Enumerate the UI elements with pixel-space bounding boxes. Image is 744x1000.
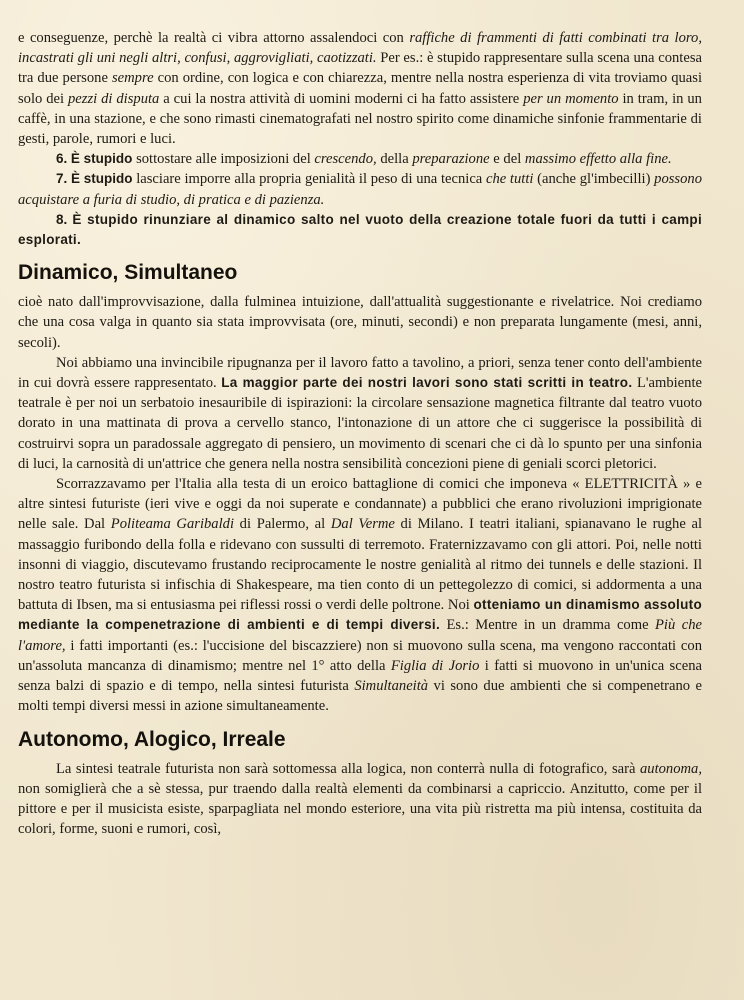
text-run: Scorrazzavamo per l'Italia alla testa di un eroico battaglione di comici che imponeva « ELETTRICITÀ » e altre sintesi futuriste (ieri vive e oggi da noi superate e condannate) a pubblici che erano rivoluzioni imprigionate nelle sale. Dal bbox=[18, 476, 702, 533]
text-run: e del bbox=[489, 151, 525, 168]
emphasis: massimo effetto alla fine. bbox=[524, 151, 672, 168]
emphasis: Più che l'amore, bbox=[18, 617, 702, 654]
emphasis: Simultaneità bbox=[354, 678, 429, 695]
text-run: i fatti si muovono in un'unica scena senza balzi di spazio e di tempo, nella sintesi futurista bbox=[18, 657, 702, 695]
emphasis: crescendo, bbox=[314, 151, 377, 168]
section1-paragraph-3 bbox=[18, 474, 702, 716]
section2-paragraph-1 bbox=[18, 759, 702, 840]
text-run: Es.: Mentre in un dramma come bbox=[440, 617, 656, 634]
bold-run: La maggior parte dei nostri lavori sono stati scritti in teatro. bbox=[221, 375, 633, 391]
intro-paragraph bbox=[18, 28, 702, 149]
text-run: della bbox=[376, 151, 413, 168]
text-run: in tram, in un caffè, in una stazione, e che sono rimasti cinematografati nel nostro spirito come dinamiche sinfonie frammentarie di gesti, parole, rumori e luci. bbox=[18, 90, 702, 148]
emphasis: preparazione bbox=[412, 151, 490, 168]
point-keyword: È stupido bbox=[70, 171, 133, 187]
emphasis: sempre bbox=[111, 70, 154, 87]
emphasis: raffiche di frammenti di fatti combinati tra loro, incastrati gli uni negli altri, confusi, aggrovigliati, caotizzati. bbox=[18, 30, 702, 67]
point-number: 8. bbox=[56, 211, 68, 227]
text-run: e conseguenze, perchè la realtà ci vibra attorno assalendoci con bbox=[18, 30, 410, 46]
text-run: L'ambiente teatrale è per noi un serbatoio inesauribile di ispirazioni: la circolare sensazione magnetica filtrante dal teatro vuoto dorato in una mattinata di prova a cervello stanco, l'intonazione di un attore che ci suggerisce la possibilità di costruirvi sopra un paradossale aggregato di pensiero, un movimento di scenari che ci dà lo spunto per una sinfonia di luci, la carnosità di un'attrice che genera nella nostra sensibilità concezioni piene di geniali scorci pletorici. bbox=[18, 375, 702, 472]
text-run: sottostare alle imposizioni del bbox=[132, 151, 315, 168]
section1-paragraph-2 bbox=[18, 353, 702, 474]
bold-run: otteniamo un dinamismo assoluto mediante la compenetrazione di ambienti e di tempi diversi. bbox=[18, 597, 702, 633]
section-heading-dinamico: Dinamico, Simultaneo bbox=[18, 261, 238, 285]
section1-paragraph-1: cioè nato dall'improvvisazione, dalla fulminea intuizione, dall'attualità suggestionante e rivelatrice. Noi crediamo che una cosa valga in quanto sia stata improvvisata (ore, minuti, secondi) e non preparata lungamente (mesi, anni, secoli). bbox=[18, 294, 702, 351]
text-run: lasciare imporre alla propria genialità il peso di una tecnica bbox=[132, 171, 486, 188]
text-run: di Palermo, al bbox=[234, 516, 331, 533]
text-column bbox=[18, 28, 702, 839]
text-run: Noi abbiamo una invincibile ripugnanza per il lavoro fatto a tavolino, a priori, senza tener conto dell'ambiente in cui dovrà essere rappresentato. bbox=[18, 354, 702, 392]
emphasis: per un momento bbox=[523, 90, 619, 107]
text-run: vi sono due ambienti che si compenetrano e molti tempi diversi messi in azione simultaneamente. bbox=[18, 678, 702, 715]
emphasis: autonoma, bbox=[639, 760, 702, 777]
point-7 bbox=[18, 169, 702, 209]
section-heading-autonomo: Autonomo, Alogico, Irreale bbox=[18, 727, 286, 751]
emphasis: che tutti bbox=[485, 171, 534, 188]
text-run: La sintesi teatrale futurista non sarà sottomessa alla logica, non conterrà nulla di fotografico, sarà bbox=[56, 760, 640, 777]
text-run: a cui la nostra attività di uomini moderni ci ha fatto assistere bbox=[159, 90, 524, 107]
emphasis: Figlia di Jorio bbox=[390, 657, 480, 674]
point-8 bbox=[18, 210, 702, 250]
point-bold-text: È stupido rinunziare al dinamico salto nel vuoto della creazione totale fuori da tutti i campi esplorati. bbox=[18, 211, 702, 248]
text-run: non somiglierà che a sè stessa, pur traendo dalla realtà elementi da combinarsi a capriccio. Anzitutto, come per il pittore e per il musicista esiste, sparpagliata nel mondo esteriore, una vita più ristretta ma più intensa, costituita da colori, forme, suoni e rumori, così, bbox=[18, 780, 702, 838]
text-run: con ordine, con logica e con chiarezza, mentre nella nostra esperienza di vita troviamo quasi solo dei bbox=[18, 70, 703, 107]
text-run: di Milano. I teatri italiani, spianavano le rughe al massaggio furibondo della folla e ridevano con sussulti di terremoto. Fraternizzavamo con gli attori. Poi, nelle notti insonni di viaggio, discutevamo frustando reciprocamente le nostre genialità al ritmo dei tunnels e delle stazioni. Il nostro teatro futurista si infischia di Shakespeare, ma tien conto di un pettegolezzo di comici, si addormenta a una battuta di Ibsen, ma si entusiasma pei riflessi rossi o verdi delle poltrone. Noi bbox=[18, 516, 703, 614]
point-6 bbox=[18, 149, 702, 169]
emphasis: possono acquistare a furia di studio, di pratica e di pazienza. bbox=[18, 171, 702, 208]
emphasis: pezzi di disputa bbox=[68, 90, 160, 107]
point-number: 7. bbox=[56, 171, 68, 187]
emphasis: Dal Verme bbox=[330, 516, 395, 533]
text-run: (anche gl'imbecilli) bbox=[533, 171, 655, 188]
text-run: Per es.: è stupido rappresentare sulla scena una contesa tra due persone bbox=[18, 50, 702, 87]
emphasis: Politeama Garibaldi bbox=[110, 516, 235, 533]
point-number: 6. bbox=[56, 151, 68, 167]
text-run: i fatti importanti (es.: l'uccisione del biscazziere) non si muovono sulla scena, ma vengono raccontati con un'assoluta mancanza di dinamismo; mentre nel 1° atto della bbox=[18, 637, 702, 674]
point-keyword: È stupido bbox=[70, 151, 133, 167]
